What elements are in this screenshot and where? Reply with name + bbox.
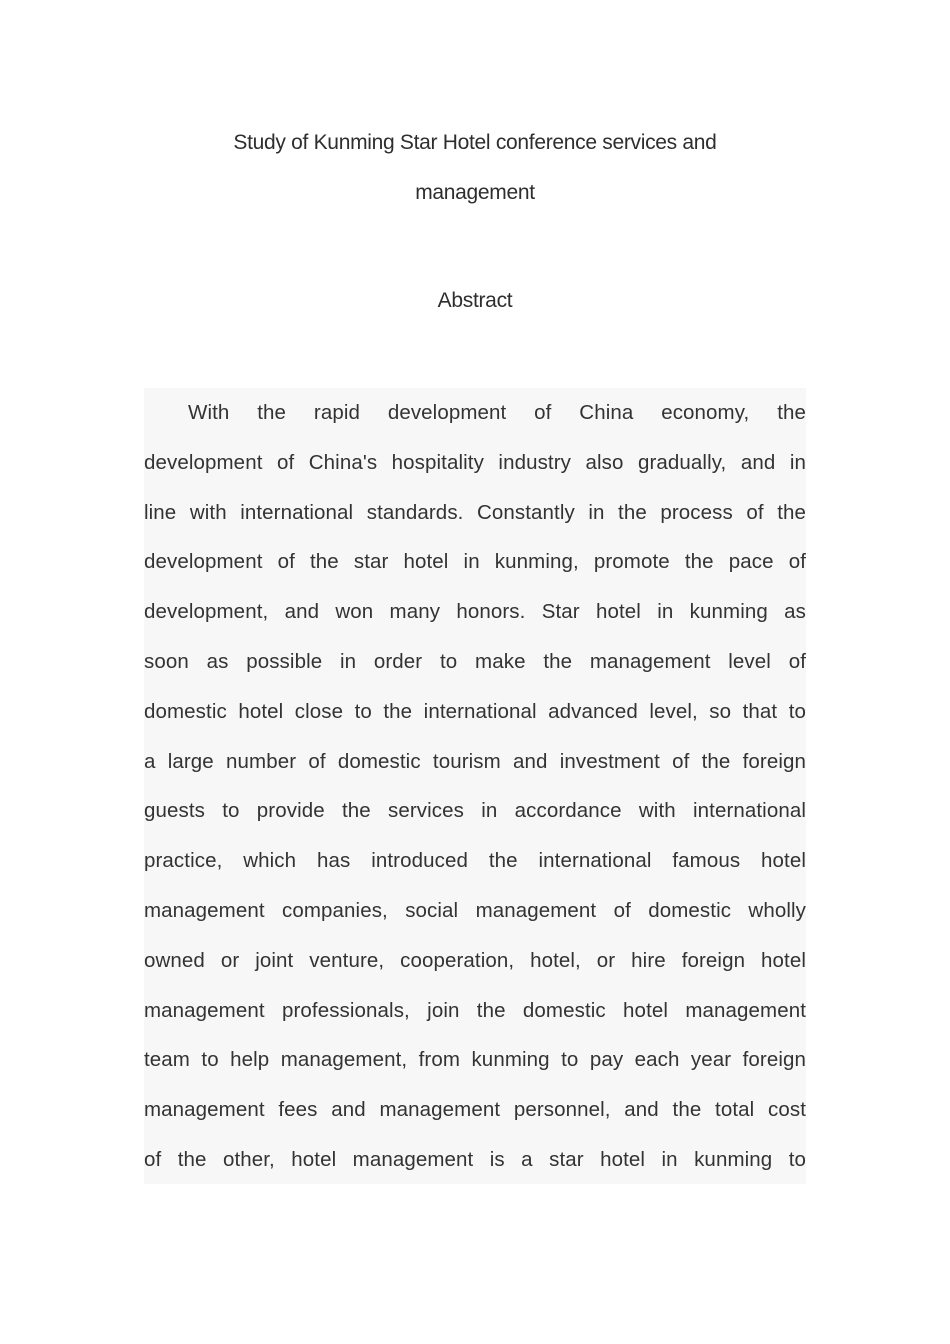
abstract-line: practice, which has introduced the international famous hotel bbox=[144, 849, 806, 873]
abstract-line: line with international standards. Constantly in the process of the bbox=[144, 500, 806, 524]
abstract-line: soon as possible in order to make the management level of bbox=[144, 649, 806, 673]
abstract-line: development of China's hospitality industry also gradually, and in bbox=[144, 450, 806, 474]
abstract-line: management companies, social management of domestic wholly bbox=[144, 898, 806, 922]
abstract-line: a large number of domestic tourism and investment of the foreign bbox=[144, 749, 806, 773]
abstract-line: With the rapid development of China economy, the bbox=[188, 401, 806, 424]
abstract-line: of the other, hotel management is a star hotel in kunming to bbox=[144, 1147, 806, 1171]
abstract-line: guests to provide the services in accordance with international bbox=[144, 799, 806, 823]
abstract-heading: Abstract bbox=[437, 289, 513, 312]
abstract-line: domestic hotel close to the international advanced level, so that to bbox=[144, 699, 806, 723]
abstract-line: development of the star hotel in kunming, promote the pace of bbox=[144, 550, 806, 574]
document-title-line-1: Study of Kunming Star Hotel conference services and bbox=[233, 131, 717, 154]
document-title bbox=[144, 118, 806, 218]
abstract-body bbox=[144, 388, 806, 1184]
abstract-line: owned or joint venture, cooperation, hotel, or hire foreign hotel bbox=[144, 948, 806, 972]
abstract-line: management professionals, join the domestic hotel management bbox=[144, 998, 806, 1022]
abstract-line: management fees and management personnel, and the total cost bbox=[144, 1098, 806, 1122]
abstract-line: development, and won many honors. Star hotel in kunming as bbox=[144, 600, 806, 624]
document-title-line-2: management bbox=[415, 181, 535, 204]
abstract-line: team to help management, from kunming to pay each year foreign bbox=[144, 1048, 806, 1072]
